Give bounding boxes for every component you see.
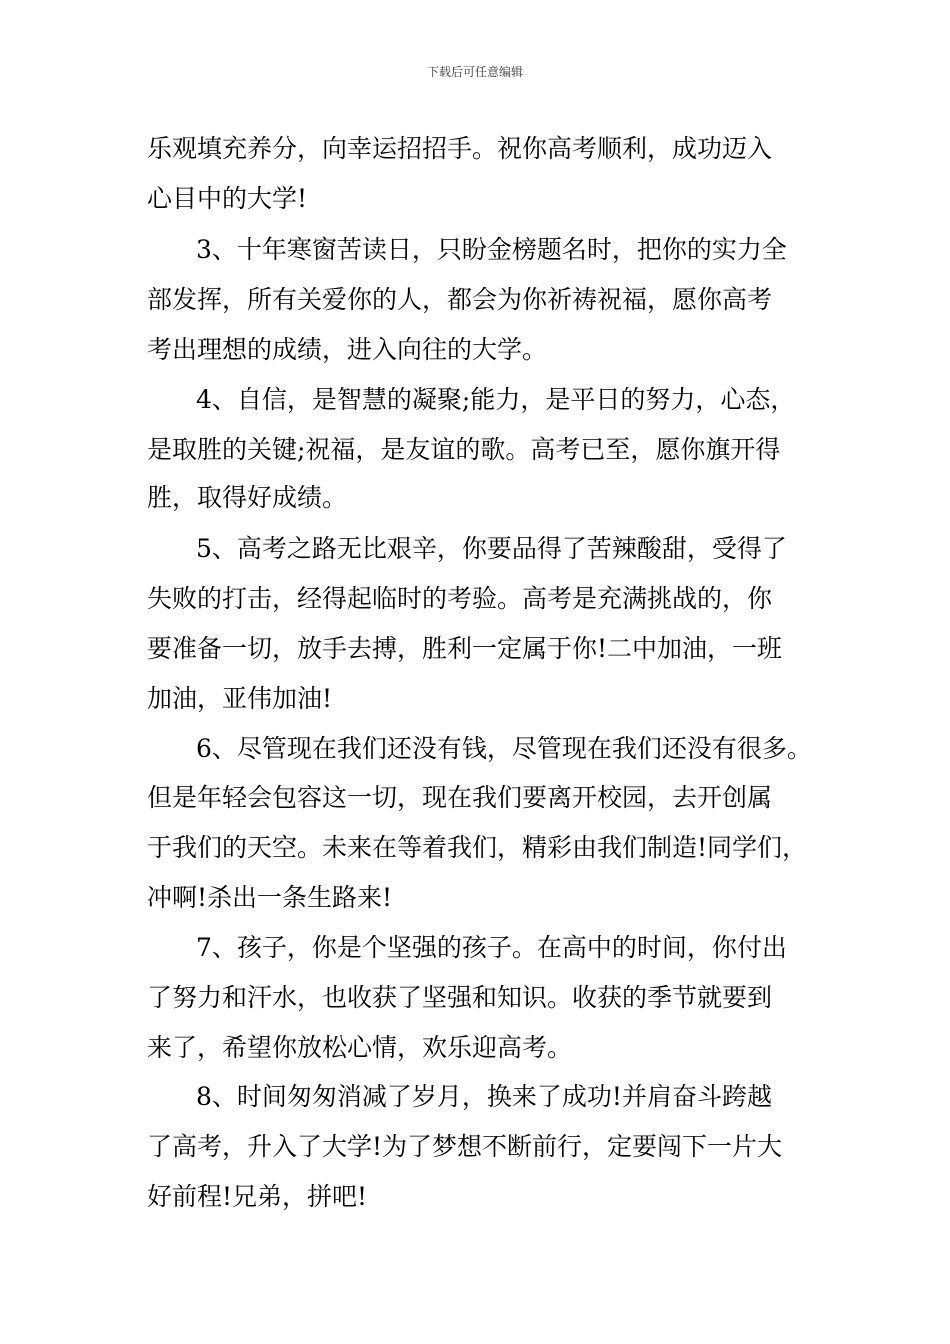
paragraph-6-start: 6、尽管现在我们还没有钱，尽管现在我们还没有很多。 <box>196 734 812 763</box>
text-line: 乐观填充养分，向幸运招招手。祝你高考顺利，成功迈入 <box>147 134 773 163</box>
paragraph-7-start: 7、孩子，你是个坚强的孩子。在高中的时间，你付出 <box>196 933 787 962</box>
text-line: 心目中的大学! <box>147 184 308 213</box>
text-line: 是取胜的关键;祝福，是友谊的歌。高考已至，愿你旗开得 <box>147 435 781 464</box>
text-line: 了高考，升入了大学!为了梦想不断前行，定要闯下一片大 <box>147 1132 783 1161</box>
text-line: 部发挥，所有关爱你的人，都会为你祈祷祝福，愿你高考 <box>147 285 773 314</box>
text-line: 但是年轻会包容这一切，现在我们要离开校园，去开创属 <box>147 783 773 812</box>
paragraph-8-start: 8、时间匆匆消减了岁月，换来了成功!并肩奋斗跨越 <box>196 1082 772 1111</box>
text-line: 加油，亚伟加油! <box>147 684 333 713</box>
text-line: 考出理想的成绩，进入向往的大学。 <box>147 335 548 364</box>
text-line: 失败的打击，经得起临时的考验。高考是充满挑战的，你 <box>147 584 773 613</box>
text-line: 来了，希望你放松心情，欢乐迎高考。 <box>147 1033 573 1062</box>
text-line: 要准备一切，放手去搏，胜利一定属于你!二中加油，一班 <box>147 634 783 663</box>
text-line: 冲啊!杀出一条生路来! <box>147 883 393 912</box>
text-line: 了努力和汗水，也收获了坚强和知识。收获的季节就要到 <box>147 983 773 1012</box>
paragraph-4-start: 4、自信，是智慧的凝聚;能力，是平日的努力，心态， <box>196 385 796 414</box>
text-line: 好前程!兄弟，拼吧! <box>147 1182 368 1211</box>
text-line: 于我们的天空。未来在等着我们，精彩由我们制造!同学们， <box>147 833 808 862</box>
text-line: 胜，取得好成绩。 <box>147 483 348 512</box>
paragraph-5-start: 5、高考之路无比艰辛，你要品得了苦辣酸甜，受得了 <box>196 534 787 563</box>
page-header: 下载后可任意编辑 <box>426 65 523 79</box>
paragraph-3-start: 3、十年寒窗苦读日，只盼金榜题名时，把你的实力全 <box>196 235 787 264</box>
